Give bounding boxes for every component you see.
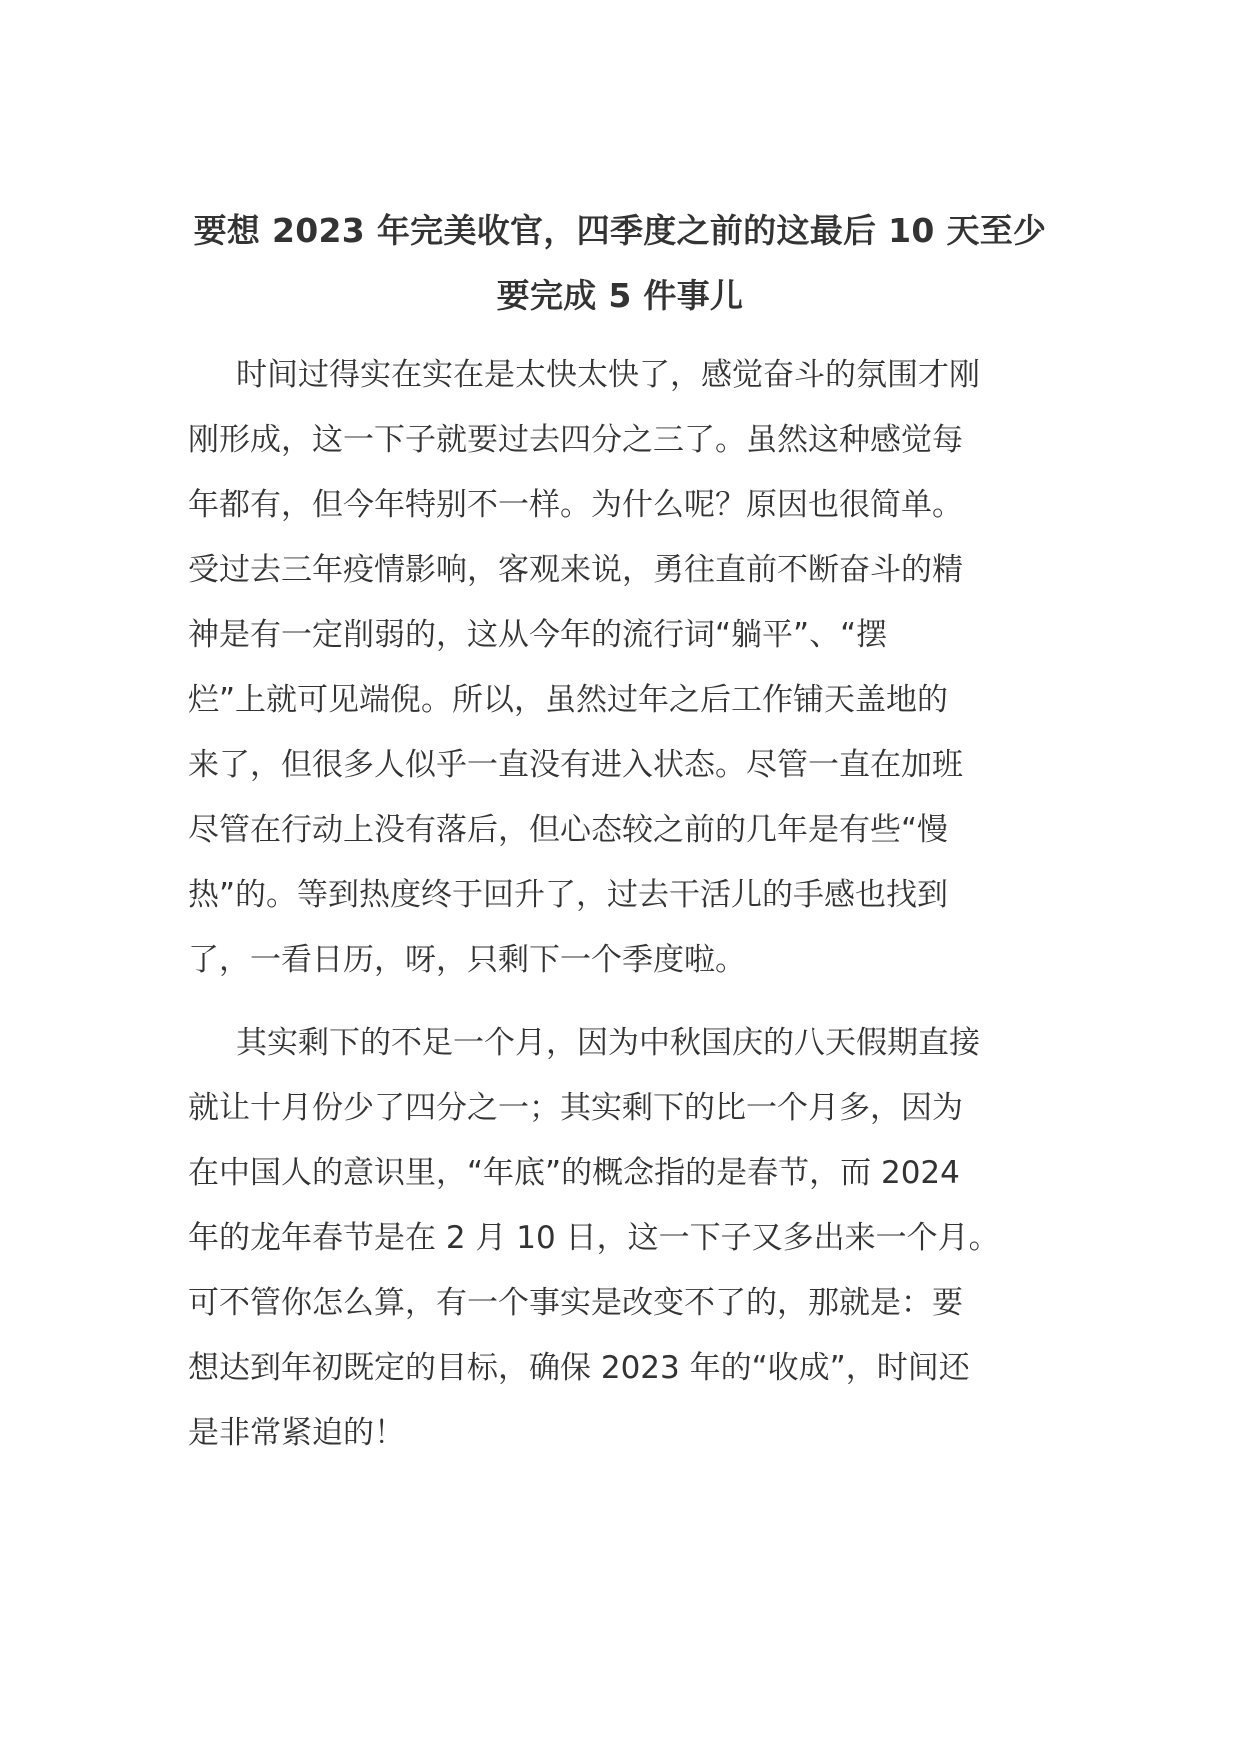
title-line: 要想 2023 年完美收官，四季度之前的这最后 10 天至少 xyxy=(193,211,1047,250)
text-line: 神是有一定削弱的，这从今年的流行词“躺平”、“摆 xyxy=(188,617,888,653)
text-line: 想达到年初既定的目标，确保 2023 年的“收成”，时间还 xyxy=(188,1350,970,1386)
paragraph-1 xyxy=(188,343,1068,993)
text-line: 受过去三年疫情影响，客观来说，勇往直前不断奋斗的精 xyxy=(188,552,963,588)
text-line: 其实剩下的不足一个月，因为中秋国庆的八天假期直接 xyxy=(236,1025,980,1061)
text-line: 热”的。等到热度终于回升了，过去干活儿的手感也找到 xyxy=(188,877,949,913)
paragraph-2 xyxy=(188,1011,1068,1466)
text-line: 在中国人的意识里，“年底”的概念指的是春节，而 2024 xyxy=(188,1155,960,1191)
text-line: 来了，但很多人似乎一直没有进入状态。尽管一直在加班 xyxy=(188,747,963,783)
text-line: 刚形成，这一下子就要过去四分之三了。虽然这种感觉每 xyxy=(188,422,963,458)
title-line: 要完成 5 件事儿 xyxy=(496,276,744,315)
document-title xyxy=(188,198,1052,328)
text-line: 可不管你怎么算，有一个事实是改变不了的，那就是：要 xyxy=(188,1285,963,1321)
text-line: 时间过得实在实在是太快太快了，感觉奋斗的氛围才刚 xyxy=(236,357,980,393)
text-line: 尽管在行动上没有落后，但心态较之前的几年是有些“慢 xyxy=(188,812,949,848)
text-line: 了，一看日历，呀，只剩下一个季度啦。 xyxy=(188,942,746,978)
text-line: 烂”上就可见端倪。所以，虽然过年之后工作铺天盖地的 xyxy=(188,682,949,718)
text-line: 是非常紧迫的！ xyxy=(188,1415,405,1451)
text-line: 年的龙年春节是在 2 月 10 日，这一下子又多出来一个月。 xyxy=(188,1220,1000,1256)
text-line: 就让十月份少了四分之一；其实剩下的比一个月多，因为 xyxy=(188,1090,963,1126)
text-line: 年都有，但今年特别不一样。为什么呢？原因也很简单。 xyxy=(188,487,963,523)
